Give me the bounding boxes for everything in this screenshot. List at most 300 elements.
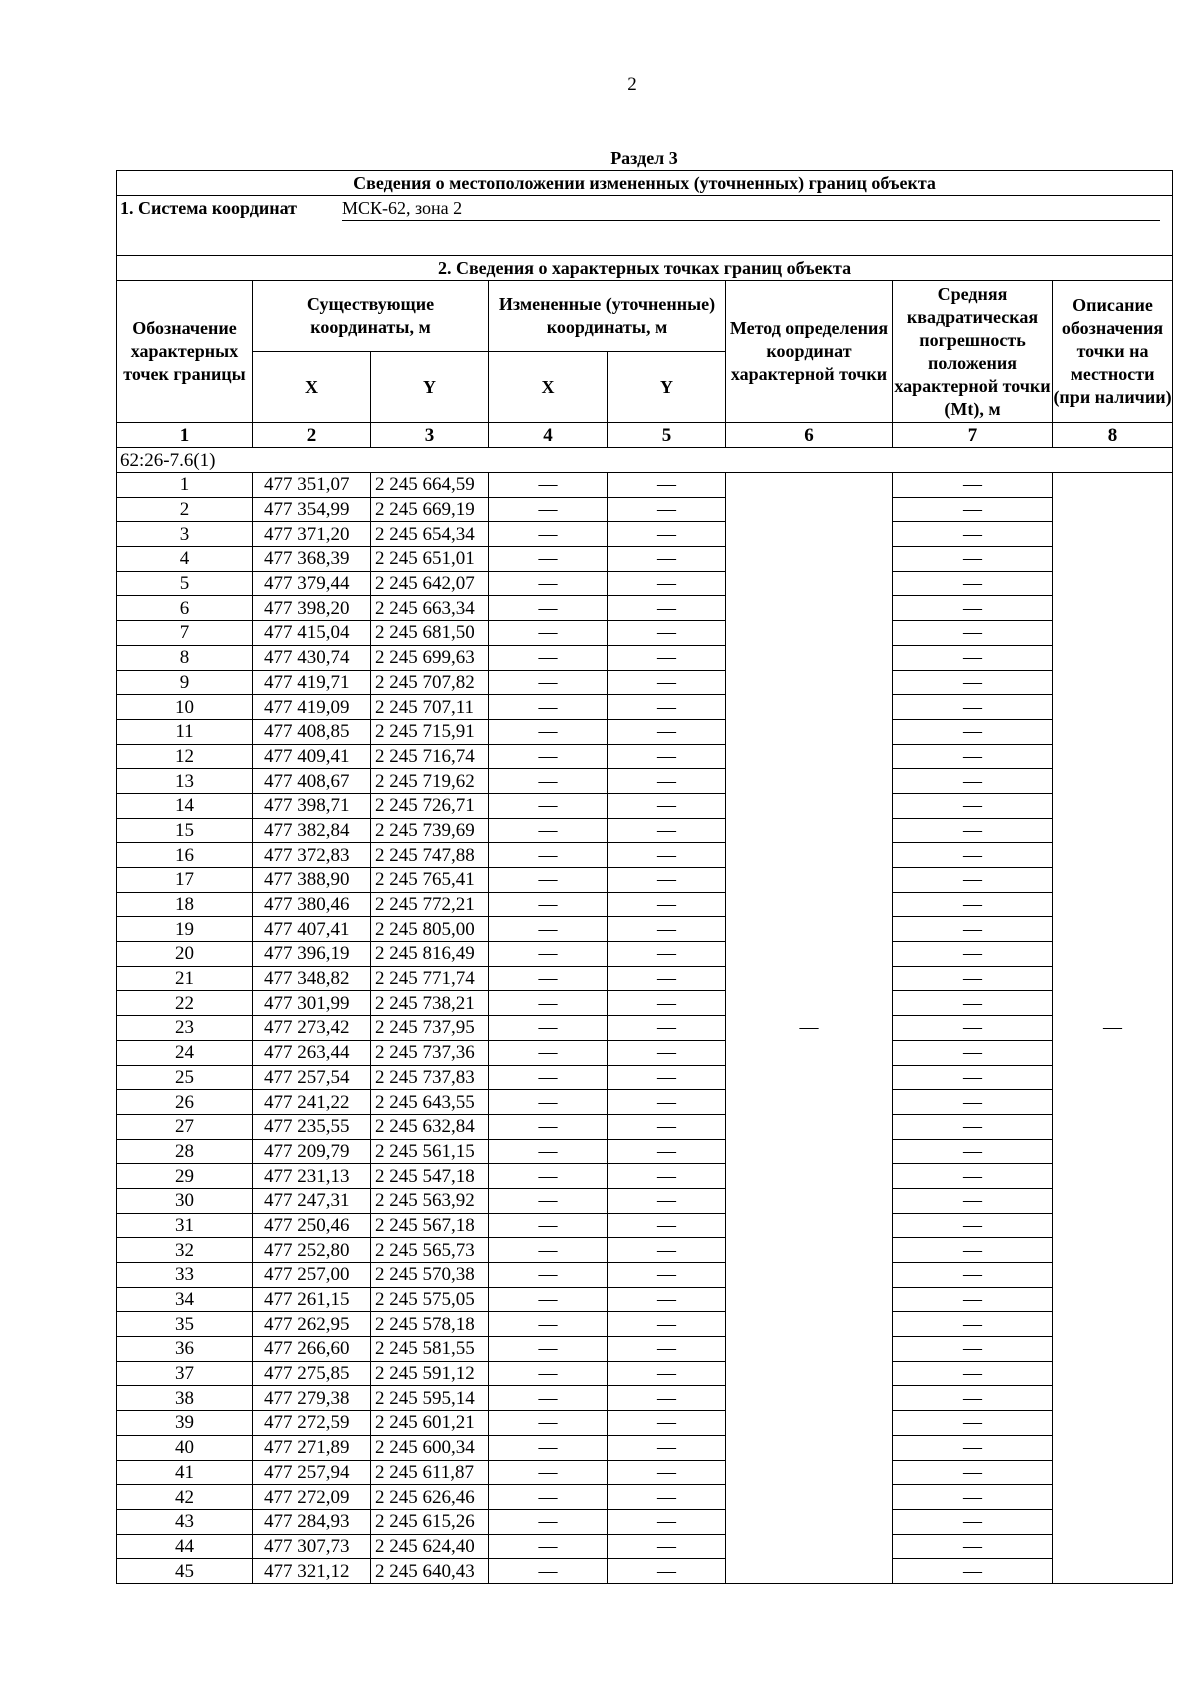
- changed-x: —: [489, 1238, 608, 1263]
- table-row: [117, 966, 1173, 991]
- changed-x: —: [489, 571, 608, 596]
- existing-x: 477 415,04: [253, 621, 371, 646]
- point-number: 18: [117, 892, 253, 917]
- page-number: 2: [627, 74, 637, 95]
- point-number: 11: [117, 719, 253, 744]
- changed-x: —: [489, 1435, 608, 1460]
- mt-cell: —: [893, 744, 1053, 769]
- table-row: [117, 1114, 1173, 1139]
- changed-x: —: [489, 1065, 608, 1090]
- point-number: 22: [117, 991, 253, 1016]
- changed-y: —: [608, 1188, 726, 1213]
- point-number: 40: [117, 1435, 253, 1460]
- mt-cell: —: [893, 522, 1053, 547]
- table-row: [117, 547, 1173, 572]
- existing-x: 477 371,20: [253, 522, 371, 547]
- table-row: [117, 1065, 1173, 1090]
- existing-x: 477 279,38: [253, 1386, 371, 1411]
- existing-y: 2 245 707,11: [371, 695, 489, 720]
- changed-y: —: [608, 547, 726, 572]
- mt-cell: —: [893, 1238, 1053, 1263]
- changed-x: —: [489, 1263, 608, 1288]
- existing-x: 477 241,22: [253, 1090, 371, 1115]
- mt-cell: —: [893, 769, 1053, 794]
- changed-y: —: [608, 670, 726, 695]
- existing-x: 477 247,31: [253, 1188, 371, 1213]
- table-row: [117, 621, 1173, 646]
- existing-x: 477 398,20: [253, 596, 371, 621]
- existing-y: 2 245 663,34: [371, 596, 489, 621]
- changed-y: —: [608, 1534, 726, 1559]
- mt-cell: —: [893, 497, 1053, 522]
- table-row: [117, 1164, 1173, 1189]
- mt-cell: —: [893, 719, 1053, 744]
- table-row: [117, 942, 1173, 967]
- point-number: 15: [117, 818, 253, 843]
- existing-x: 477 321,12: [253, 1559, 371, 1584]
- column-number: 8: [1053, 423, 1173, 448]
- existing-y: 2 245 699,63: [371, 645, 489, 670]
- existing-y: 2 245 570,38: [371, 1263, 489, 1288]
- existing-y: 2 245 654,34: [371, 522, 489, 547]
- changed-y: —: [608, 596, 726, 621]
- mt-cell: —: [893, 793, 1053, 818]
- existing-x: 477 351,07: [253, 473, 371, 498]
- existing-y: 2 245 716,74: [371, 744, 489, 769]
- table-row: [117, 695, 1173, 720]
- existing-x: 477 284,93: [253, 1509, 371, 1534]
- point-number: 13: [117, 769, 253, 794]
- changed-y: —: [608, 769, 726, 794]
- header-existing-coords: Существующие координаты, м: [253, 281, 489, 352]
- existing-y: 2 245 715,91: [371, 719, 489, 744]
- existing-x: 477 271,89: [253, 1435, 371, 1460]
- mt-cell: —: [893, 670, 1053, 695]
- changed-y: —: [608, 1386, 726, 1411]
- point-number: 24: [117, 1040, 253, 1065]
- existing-y: 2 245 632,84: [371, 1114, 489, 1139]
- mt-cell: —: [893, 1485, 1053, 1510]
- point-number: 14: [117, 793, 253, 818]
- existing-x: 477 257,54: [253, 1065, 371, 1090]
- mt-cell: —: [893, 818, 1053, 843]
- point-number: 35: [117, 1312, 253, 1337]
- existing-y: 2 245 739,69: [371, 818, 489, 843]
- point-number: 6: [117, 596, 253, 621]
- mt-cell: —: [893, 991, 1053, 1016]
- changed-y: —: [608, 991, 726, 1016]
- existing-y: 2 245 600,34: [371, 1435, 489, 1460]
- table-row: [117, 1188, 1173, 1213]
- mt-cell: —: [893, 571, 1053, 596]
- point-number: 45: [117, 1559, 253, 1584]
- header-existing-y: Y: [371, 352, 489, 423]
- existing-x: 477 250,46: [253, 1213, 371, 1238]
- mt-cell: —: [893, 547, 1053, 572]
- column-number: 4: [489, 423, 608, 448]
- mt-cell: —: [893, 1337, 1053, 1362]
- table-row: [117, 670, 1173, 695]
- existing-x: 477 252,80: [253, 1238, 371, 1263]
- changed-y: —: [608, 1361, 726, 1386]
- table-title: Сведения о местоположении измененных (уточненных) границ объекта: [117, 171, 1173, 196]
- existing-x: 477 257,94: [253, 1460, 371, 1485]
- changed-y: —: [608, 719, 726, 744]
- column-number: 1: [117, 423, 253, 448]
- changed-y: —: [608, 1164, 726, 1189]
- changed-x: —: [489, 1534, 608, 1559]
- table-row: [117, 1213, 1173, 1238]
- changed-x: —: [489, 769, 608, 794]
- existing-y: 2 245 771,74: [371, 966, 489, 991]
- point-number: 9: [117, 670, 253, 695]
- existing-x: 477 407,41: [253, 917, 371, 942]
- changed-y: —: [608, 621, 726, 646]
- table-row: [117, 473, 1173, 498]
- mt-cell: —: [893, 596, 1053, 621]
- existing-x: 477 388,90: [253, 868, 371, 893]
- existing-x: 477 261,15: [253, 1287, 371, 1312]
- header-method: Метод определения координат характерной точки: [726, 281, 893, 423]
- point-number: 31: [117, 1213, 253, 1238]
- changed-y: —: [608, 868, 726, 893]
- point-number: 36: [117, 1337, 253, 1362]
- boundary-table: [116, 170, 1173, 1584]
- mt-cell: —: [893, 1213, 1053, 1238]
- changed-x: —: [489, 719, 608, 744]
- existing-x: 477 272,59: [253, 1411, 371, 1436]
- point-number: 17: [117, 868, 253, 893]
- changed-x: —: [489, 1213, 608, 1238]
- existing-x: 477 408,67: [253, 769, 371, 794]
- point-number: 12: [117, 744, 253, 769]
- changed-x: —: [489, 744, 608, 769]
- mt-cell: —: [893, 1361, 1053, 1386]
- changed-y: —: [608, 571, 726, 596]
- table-row: [117, 497, 1173, 522]
- changed-x: —: [489, 942, 608, 967]
- changed-y: —: [608, 497, 726, 522]
- changed-x: —: [489, 695, 608, 720]
- existing-y: 2 245 624,40: [371, 1534, 489, 1559]
- changed-x: —: [489, 621, 608, 646]
- table-row: [117, 1411, 1173, 1436]
- mt-cell: —: [893, 1411, 1053, 1436]
- changed-y: —: [608, 793, 726, 818]
- mt-cell: —: [893, 645, 1053, 670]
- existing-y: 2 245 772,21: [371, 892, 489, 917]
- mt-cell: —: [893, 1386, 1053, 1411]
- changed-y: —: [608, 1460, 726, 1485]
- existing-y: 2 245 664,59: [371, 473, 489, 498]
- existing-y: 2 245 805,00: [371, 917, 489, 942]
- changed-y: —: [608, 1287, 726, 1312]
- mt-cell: —: [893, 1559, 1053, 1584]
- header-existing-x: X: [253, 352, 371, 423]
- table-row: [117, 1485, 1173, 1510]
- point-number: 23: [117, 1016, 253, 1041]
- existing-x: 477 354,99: [253, 497, 371, 522]
- mt-cell: —: [893, 695, 1053, 720]
- point-number: 2: [117, 497, 253, 522]
- table-row: [117, 991, 1173, 1016]
- changed-y: —: [608, 645, 726, 670]
- changed-y: —: [608, 1337, 726, 1362]
- mt-cell: —: [893, 1016, 1053, 1041]
- table-row: [117, 1460, 1173, 1485]
- existing-x: 477 408,85: [253, 719, 371, 744]
- existing-x: 477 273,42: [253, 1016, 371, 1041]
- point-number: 32: [117, 1238, 253, 1263]
- existing-y: 2 245 626,46: [371, 1485, 489, 1510]
- table-row: [117, 917, 1173, 942]
- existing-x: 477 235,55: [253, 1114, 371, 1139]
- changed-y: —: [608, 942, 726, 967]
- table-row: [117, 818, 1173, 843]
- mt-cell: —: [893, 621, 1053, 646]
- existing-x: 477 275,85: [253, 1361, 371, 1386]
- table-row: [117, 1016, 1173, 1041]
- existing-x: 477 368,39: [253, 547, 371, 572]
- mt-cell: —: [893, 1114, 1053, 1139]
- existing-y: 2 245 601,21: [371, 1411, 489, 1436]
- table-row: [117, 843, 1173, 868]
- existing-y: 2 245 567,18: [371, 1213, 489, 1238]
- changed-x: —: [489, 670, 608, 695]
- changed-x: —: [489, 1090, 608, 1115]
- existing-x: 477 262,95: [253, 1312, 371, 1337]
- point-number: 44: [117, 1534, 253, 1559]
- point-number: 19: [117, 917, 253, 942]
- changed-x: —: [489, 522, 608, 547]
- table-row: [117, 793, 1173, 818]
- mt-cell: —: [893, 1188, 1053, 1213]
- table-row: [117, 769, 1173, 794]
- point-number: 10: [117, 695, 253, 720]
- mt-cell: —: [893, 843, 1053, 868]
- point-number: 27: [117, 1114, 253, 1139]
- existing-y: 2 245 707,82: [371, 670, 489, 695]
- changed-x: —: [489, 1485, 608, 1510]
- mt-cell: —: [893, 1090, 1053, 1115]
- point-number: 43: [117, 1509, 253, 1534]
- parcel-id: 62:26-7.6(1): [117, 448, 1173, 473]
- changed-y: —: [608, 473, 726, 498]
- changed-x: —: [489, 1016, 608, 1041]
- changed-x: —: [489, 1460, 608, 1485]
- point-number: 8: [117, 645, 253, 670]
- existing-y: 2 245 565,73: [371, 1238, 489, 1263]
- table-row: [117, 1534, 1173, 1559]
- existing-x: 477 272,09: [253, 1485, 371, 1510]
- existing-x: 477 307,73: [253, 1534, 371, 1559]
- existing-y: 2 245 561,15: [371, 1139, 489, 1164]
- mt-cell: —: [893, 868, 1053, 893]
- point-number: 4: [117, 547, 253, 572]
- existing-y: 2 245 737,95: [371, 1016, 489, 1041]
- header-description: Описание обозначения точки на местности (при наличии): [1053, 281, 1173, 423]
- table-row: [117, 645, 1173, 670]
- point-number: 33: [117, 1263, 253, 1288]
- table-row: [117, 571, 1173, 596]
- changed-y: —: [608, 1238, 726, 1263]
- existing-x: 477 263,44: [253, 1040, 371, 1065]
- column-number: 3: [371, 423, 489, 448]
- changed-x: —: [489, 793, 608, 818]
- mt-cell: —: [893, 1534, 1053, 1559]
- point-number: 38: [117, 1386, 253, 1411]
- table-row: [117, 596, 1173, 621]
- mt-cell: —: [893, 1139, 1053, 1164]
- point-number: 3: [117, 522, 253, 547]
- table-row: [117, 1435, 1173, 1460]
- point-number: 26: [117, 1090, 253, 1115]
- mt-cell: —: [893, 1312, 1053, 1337]
- changed-x: —: [489, 1164, 608, 1189]
- table-row: [117, 1386, 1173, 1411]
- table-row: [117, 1559, 1173, 1584]
- existing-y: 2 245 737,83: [371, 1065, 489, 1090]
- changed-x: —: [489, 917, 608, 942]
- mt-cell: —: [893, 892, 1053, 917]
- existing-x: 477 372,83: [253, 843, 371, 868]
- mt-cell: —: [893, 1065, 1053, 1090]
- mt-cell: —: [893, 1435, 1053, 1460]
- table-row: [117, 1361, 1173, 1386]
- changed-x: —: [489, 596, 608, 621]
- changed-x: —: [489, 1114, 608, 1139]
- mt-cell: —: [893, 966, 1053, 991]
- point-number: 34: [117, 1287, 253, 1312]
- changed-y: —: [608, 1016, 726, 1041]
- existing-x: 477 380,46: [253, 892, 371, 917]
- changed-x: —: [489, 1509, 608, 1534]
- existing-x: 477 266,60: [253, 1337, 371, 1362]
- changed-x: —: [489, 473, 608, 498]
- existing-x: 477 257,00: [253, 1263, 371, 1288]
- changed-y: —: [608, 1312, 726, 1337]
- existing-x: 477 419,09: [253, 695, 371, 720]
- changed-x: —: [489, 868, 608, 893]
- table-row: [117, 522, 1173, 547]
- section-title: Раздел 3: [610, 148, 678, 168]
- table-row: [117, 1263, 1173, 1288]
- header-changed-x: X: [489, 352, 608, 423]
- table-row: [117, 744, 1173, 769]
- changed-y: —: [608, 1040, 726, 1065]
- table-row: [117, 1090, 1173, 1115]
- existing-x: 477 430,74: [253, 645, 371, 670]
- existing-x: 477 382,84: [253, 818, 371, 843]
- changed-x: —: [489, 1337, 608, 1362]
- table-row: [117, 1040, 1173, 1065]
- changed-y: —: [608, 818, 726, 843]
- changed-x: —: [489, 1287, 608, 1312]
- column-number: 7: [893, 423, 1053, 448]
- point-number: 7: [117, 621, 253, 646]
- changed-y: —: [608, 892, 726, 917]
- existing-y: 2 245 615,26: [371, 1509, 489, 1534]
- mt-cell: —: [893, 1460, 1053, 1485]
- existing-y: 2 245 816,49: [371, 942, 489, 967]
- changed-x: —: [489, 991, 608, 1016]
- coordinate-system-label: 1. Система координат: [120, 198, 297, 218]
- point-number: 41: [117, 1460, 253, 1485]
- changed-y: —: [608, 917, 726, 942]
- table-row: [117, 1139, 1173, 1164]
- changed-y: —: [608, 695, 726, 720]
- existing-y: 2 245 611,87: [371, 1460, 489, 1485]
- method-cell: —: [726, 473, 893, 1584]
- changed-y: —: [608, 1213, 726, 1238]
- coordinate-system-underline: [342, 220, 1160, 221]
- existing-y: 2 245 643,55: [371, 1090, 489, 1115]
- changed-x: —: [489, 1559, 608, 1584]
- existing-x: 477 348,82: [253, 966, 371, 991]
- point-number: 29: [117, 1164, 253, 1189]
- point-number: 1: [117, 473, 253, 498]
- header-changed-coords: Измененные (уточненные) координаты, м: [489, 281, 726, 352]
- changed-y: —: [608, 843, 726, 868]
- table-row: [117, 1287, 1173, 1312]
- changed-x: —: [489, 1040, 608, 1065]
- table-row: [117, 892, 1173, 917]
- point-number: 42: [117, 1485, 253, 1510]
- coordinate-system-row: [117, 196, 1173, 256]
- existing-x: 477 409,41: [253, 744, 371, 769]
- existing-y: 2 245 719,62: [371, 769, 489, 794]
- existing-y: 2 245 737,36: [371, 1040, 489, 1065]
- mt-cell: —: [893, 1164, 1053, 1189]
- existing-y: 2 245 595,14: [371, 1386, 489, 1411]
- existing-y: 2 245 747,88: [371, 843, 489, 868]
- changed-x: —: [489, 892, 608, 917]
- mt-cell: —: [893, 1287, 1053, 1312]
- point-number: 25: [117, 1065, 253, 1090]
- mt-cell: —: [893, 473, 1053, 498]
- description-cell: —: [1053, 473, 1173, 1584]
- changed-x: —: [489, 1386, 608, 1411]
- changed-x: —: [489, 1312, 608, 1337]
- point-number: 16: [117, 843, 253, 868]
- changed-y: —: [608, 1411, 726, 1436]
- column-number: 2: [253, 423, 371, 448]
- existing-x: 477 379,44: [253, 571, 371, 596]
- existing-y: 2 245 642,07: [371, 571, 489, 596]
- mt-cell: —: [893, 1263, 1053, 1288]
- existing-y: 2 245 738,21: [371, 991, 489, 1016]
- point-number: 21: [117, 966, 253, 991]
- column-number: 5: [608, 423, 726, 448]
- table-row: [117, 1312, 1173, 1337]
- changed-y: —: [608, 1485, 726, 1510]
- points-section-title: 2. Сведения о характерных точках границ объекта: [117, 256, 1173, 281]
- point-number: 20: [117, 942, 253, 967]
- column-number: 6: [726, 423, 893, 448]
- existing-y: 2 245 726,71: [371, 793, 489, 818]
- changed-x: —: [489, 966, 608, 991]
- table-row: [117, 868, 1173, 893]
- point-number: 5: [117, 571, 253, 596]
- changed-y: —: [608, 1065, 726, 1090]
- table-row: [117, 1238, 1173, 1263]
- changed-x: —: [489, 1139, 608, 1164]
- header-changed-y: Y: [608, 352, 726, 423]
- existing-y: 2 245 575,05: [371, 1287, 489, 1312]
- changed-x: —: [489, 1188, 608, 1213]
- existing-y: 2 245 651,01: [371, 547, 489, 572]
- changed-y: —: [608, 1435, 726, 1460]
